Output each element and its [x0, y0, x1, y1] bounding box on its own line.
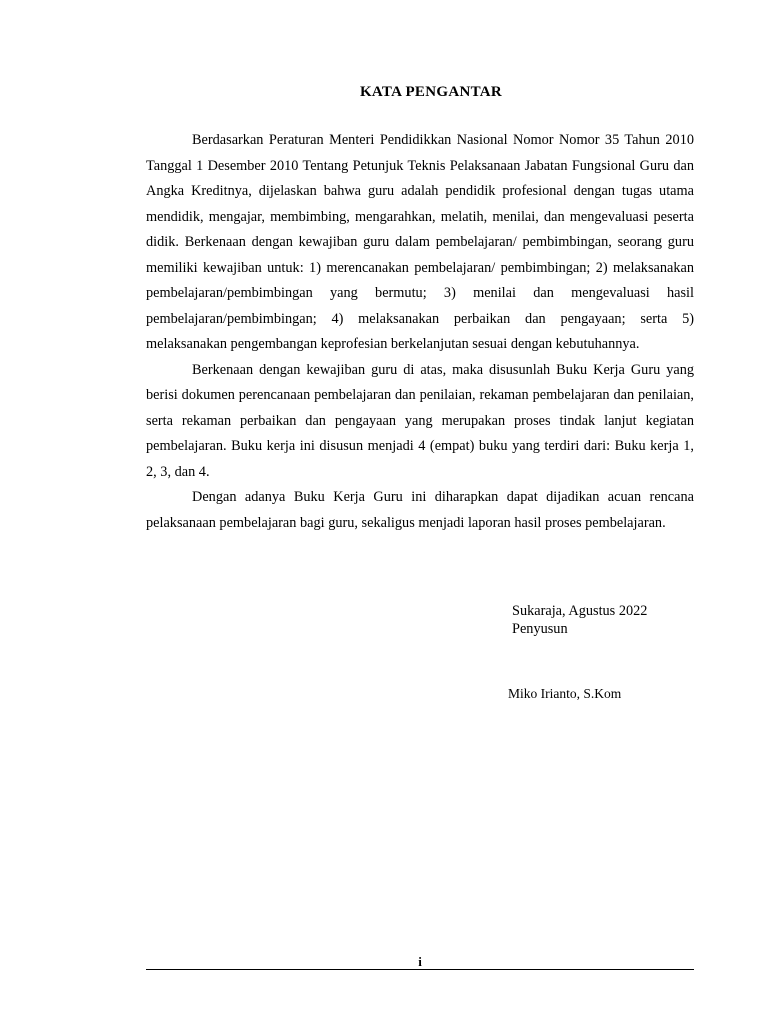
paragraph-2: Berkenaan dengan kewajiban guru di atas, maka disusunlah Buku Kerja Guru yang berisi dokumen perencanaan pembelajaran dan penilaian, rekaman pembelajaran dan penilaian, serta rekaman perbaikan dan pengayaan yang merupakan proses tindak lanjut kegiatan pembelajaran. Buku kerja ini disusun menjadi 4 (empat) buku yang terdiri dari: Buku kerja 1, 2, 3, dan 4.	[146, 361, 694, 480]
signature-block	[512, 602, 647, 638]
place-date: Sukaraja, Agustus 2022	[512, 603, 648, 619]
page-title: KATA PENGANTAR	[359, 84, 503, 100]
page-number: i	[418, 954, 422, 969]
signer-name: Miko Irianto, S.Kom	[508, 686, 622, 701]
paragraph-3: Dengan adanya Buku Kerja Guru ini diharapkan dapat dijadikan acuan rencana pelaksanaan pembelajaran bagi guru, sekaligus menjadi laporan hasil proses pembelajaran.	[146, 489, 694, 531]
body-text	[146, 128, 694, 536]
footer-divider	[146, 969, 694, 970]
author-role: Penyusun	[512, 621, 568, 637]
paragraph-1: Berdasarkan Peraturan Menteri Pendidikkan Nasional Nomor Nomor 35 Tahun 2010 Tanggal 1 Desember 2010 Tentang Petunjuk Teknis Pelaksanaan Jabatan Fungsional Guru dan Angka Kreditnya, dijelaskan bahwa guru adalah pendidik profesional dengan tugas utama mendidik, mengajar, membimbing, mengarahkan, melatih, menilai, dan mengevaluasi peserta didik. Berkenaan dengan kewajiban guru dalam pembelajaran/ pembimbingan, seorang guru memiliki kewajiban untuk: 1) merencanakan pembelajaran/ pembimbingan; 2) melaksanakan pembelajaran/pembimbingan yang bermutu; 3) menilai dan mengevaluasi hasil pembelajaran/pembimbingan; 4) melaksanakan perbaikan dan pengayaan; serta 5) melaksanakan pengembangan keprofesian berkelanjutan sesuai dengan kebutuhannya.	[146, 132, 694, 352]
